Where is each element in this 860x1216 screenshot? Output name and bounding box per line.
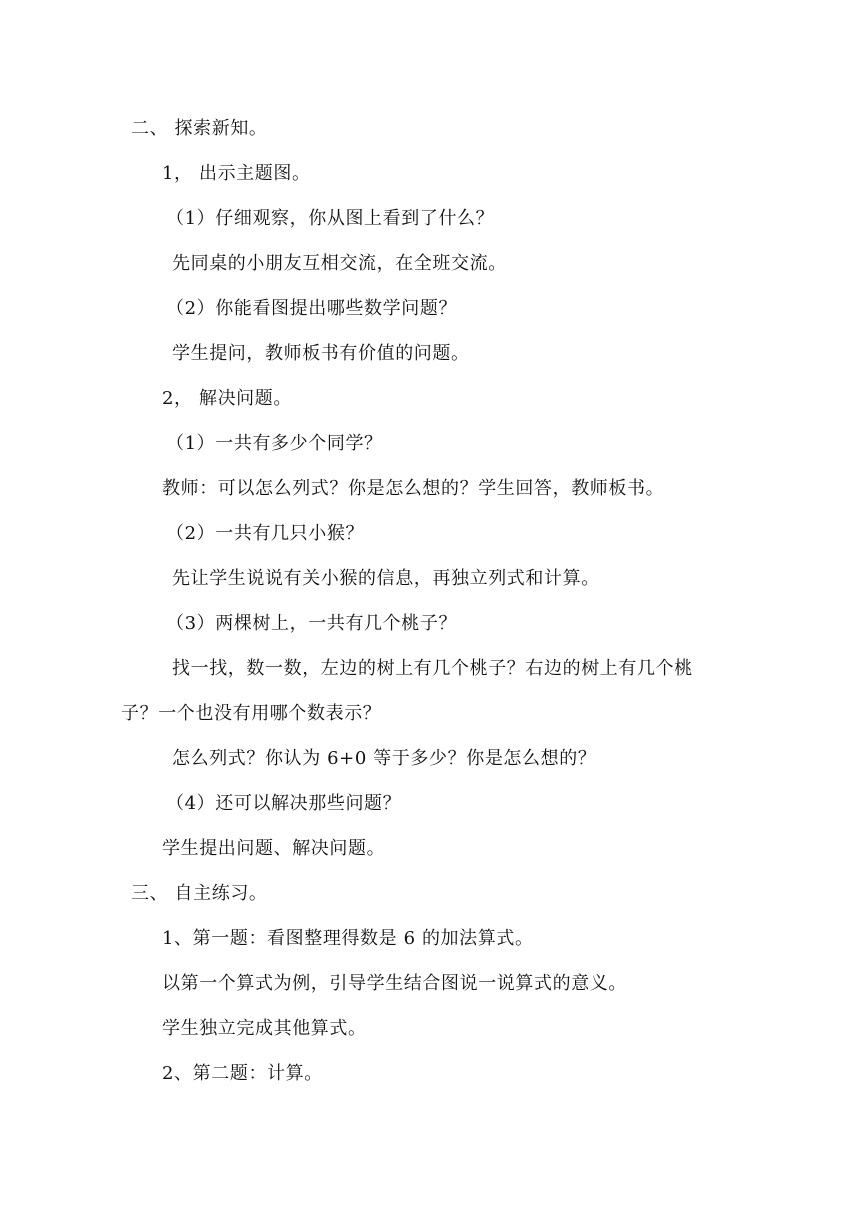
question-2-1: （1）一共有多少个同学？ (166, 433, 383, 454)
section-heading-practice: 三、 自主练习。 (131, 883, 268, 904)
paragraph: 以第一个算式为例，引导学生结合图说一说算式的意义。 (162, 973, 627, 994)
paragraph: 找一找，数一数，左边的树上有几个桃子？右边的树上有几个桃 (172, 658, 693, 679)
question-2-2: （2）一共有几只小猴？ (166, 523, 365, 544)
paragraph-continuation: 子？一个也没有用哪个数表示？ (121, 703, 382, 724)
exercise-heading-2: 2、第二题：计算。 (162, 1063, 323, 1084)
paragraph: 教师：可以怎么列式？你是怎么想的？学生回答，教师板书。 (162, 478, 665, 499)
paragraph: 学生独立完成其他算式。 (162, 1018, 367, 1039)
question-1-1: （1）仔细观察，你从图上看到了什么？ (166, 208, 495, 229)
paragraph: 学生提出问题、解决问题。 (162, 838, 386, 859)
question-2-4: （4）还可以解决那些问题？ (166, 793, 402, 814)
section-heading-explore: 二、 探索新知。 (131, 118, 268, 139)
question-1-2: （2）你能看图提出哪些数学问题？ (166, 298, 458, 319)
paragraph: 先让学生说说有关小猴的信息，再独立列式和计算。 (172, 568, 600, 589)
paragraph: 怎么列式？你认为 6+0 等于多少？你是怎么想的？ (172, 748, 597, 769)
step-heading-1: 1， 出示主题图。 (162, 163, 311, 184)
paragraph: 学生提问，教师板书有价值的问题。 (172, 343, 470, 364)
exercise-heading-1: 1、第一题：看图整理得数是 6 的加法算式。 (162, 928, 534, 949)
question-2-3: （3）两棵树上，一共有几个桃子？ (166, 613, 458, 634)
step-heading-2: 2， 解决问题。 (162, 388, 292, 409)
paragraph: 先同桌的小朋友互相交流，在全班交流。 (172, 253, 507, 274)
